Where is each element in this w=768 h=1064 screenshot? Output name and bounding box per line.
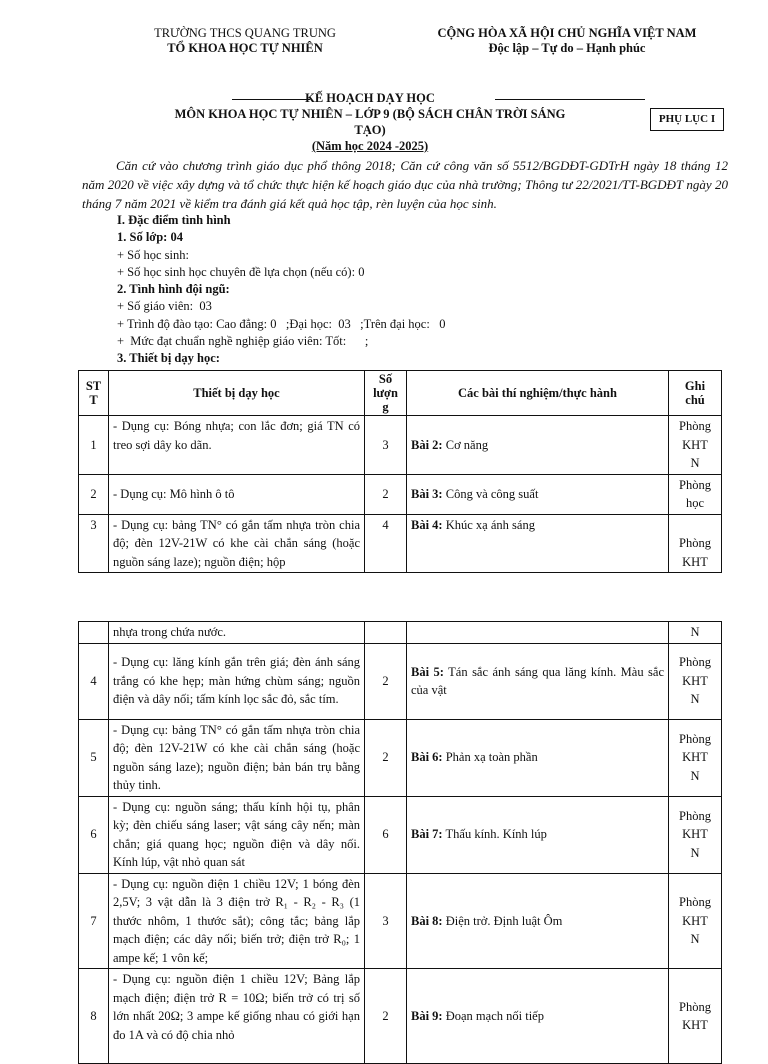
school-year: (Năm học 2024 -2025) bbox=[311, 139, 429, 153]
teacher-count: + Số giáo viên: 03 bbox=[117, 299, 212, 314]
school-header bbox=[130, 26, 360, 56]
header-stt: ST T bbox=[79, 371, 109, 416]
table-header-row bbox=[79, 371, 722, 416]
header-experiments: Các bài thí nghiệm/thực hành bbox=[407, 371, 669, 416]
row-equipment: - Dụng cụ: bảng TN° có gắn tấm nhựa tròn chia độ; đèn 12V-21W có khe cài chắn sáng (hoặc nguồn sáng laze); nguồn điện; hộp bbox=[109, 514, 365, 573]
row-equipment: - Dụng cụ: nguồn điện 1 chiều 12V; Bảng lắp mạch điện; điện trở R = 10Ω; biến trở có trị số lớn nhất 20Ω; 3 ampe kế giống nhau có giới hạn đo 1A và có độ chia nhỏ bbox=[109, 969, 365, 1064]
student-count: + Số học sinh: bbox=[117, 247, 189, 262]
row-lesson bbox=[407, 416, 669, 475]
lesson-label: Bài 8: bbox=[411, 913, 443, 928]
row-note: Phòng KHT N bbox=[669, 416, 722, 475]
training-level: + Trình độ đào tạo: Cao đẳng: 0 ;Đại học: 03 ;Trên đại học: 0 bbox=[117, 316, 446, 331]
table-row bbox=[79, 969, 722, 1064]
national-motto: Độc lập – Tự do – Hạnh phúc bbox=[488, 41, 646, 55]
table-row bbox=[79, 416, 722, 475]
row-lesson bbox=[407, 643, 669, 719]
row-lesson bbox=[407, 796, 669, 873]
row-quantity: 3 bbox=[365, 873, 407, 969]
title-line-2: MÔN KHOA HỌC TỰ NHIÊN – LỚP 9 (BỘ SÁCH CHÂN TRỜI SÁNG TẠO) bbox=[174, 107, 566, 137]
row-stt bbox=[79, 622, 109, 644]
row-note: N bbox=[669, 622, 722, 644]
lesson-title: Thấu kính. Kính lúp bbox=[442, 827, 547, 842]
row-quantity: 3 bbox=[365, 416, 407, 475]
class-count: 1. Số lớp: 04 bbox=[117, 230, 183, 245]
row-lesson bbox=[407, 969, 669, 1064]
lesson-label: Bài 6: bbox=[411, 750, 443, 765]
row-stt: 5 bbox=[79, 719, 109, 796]
row-stt: 2 bbox=[79, 474, 109, 514]
lesson-label: Bài 2: bbox=[411, 437, 443, 452]
lesson-title: Tán sắc ánh sáng qua lăng kính. Màu sắc của vật bbox=[411, 664, 664, 697]
equipment-heading: 3. Thiết bị dạy học: bbox=[117, 351, 220, 366]
row-equipment: - Dụng cụ: lăng kính gắn trên giá; đèn ánh sáng trắng có khe hẹp; màn hứng chùm sáng; nguồn điện và dây nối; tấm kính lọc sắc đỏ, sắc tím. bbox=[109, 643, 365, 719]
row-quantity: 4 bbox=[365, 514, 407, 573]
row-stt: 1 bbox=[79, 416, 109, 475]
row-quantity: 6 bbox=[365, 796, 407, 873]
row-equipment: - Dụng cụ: Mô hình ô tô bbox=[109, 474, 365, 514]
school-name: TRƯỜNG THCS QUANG TRUNG bbox=[154, 26, 336, 40]
header-quantity: Số lượn g bbox=[365, 371, 407, 416]
table-row bbox=[79, 873, 722, 969]
title-line-1: KẾ HOẠCH DẠY HỌC bbox=[305, 91, 435, 105]
row-equipment: nhựa trong chứa nước. bbox=[109, 622, 365, 644]
row-equipment: - Dụng cụ: Bóng nhựa; con lắc đơn; giá TN có treo sợi dây ko dãn. bbox=[109, 416, 365, 475]
row-lesson bbox=[407, 474, 669, 514]
national-header bbox=[412, 26, 722, 56]
intro-paragraph: Căn cứ vào chương trình giáo dục phổ thông 2018; Căn cứ công văn số 5512/BGDĐT-GDTrH ngày 18 tháng 12 năm 2020 về việc xây dựng và tổ chức thực hiện kế hoạch giáo dục của nhà trường; Thông tư 22/2021/TT-BGDĐT ngày 20 tháng 7 năm 2021 về kiểm tra đánh giá kết quả học tập, rèn luyện của học sinh. bbox=[82, 158, 728, 211]
lesson-label: Bài 9: bbox=[411, 1008, 443, 1023]
appendix-box: PHỤ LỤC I bbox=[650, 108, 724, 131]
table-row bbox=[79, 622, 722, 644]
table-row bbox=[79, 474, 722, 514]
row-quantity: 2 bbox=[365, 969, 407, 1064]
row-lesson bbox=[407, 719, 669, 796]
row-stt: 6 bbox=[79, 796, 109, 873]
lesson-label: Bài 3: bbox=[411, 486, 443, 501]
row-note: Phòng KHT N bbox=[669, 873, 722, 969]
row-stt: 4 bbox=[79, 643, 109, 719]
lesson-title: Điện trở. Định luật Ôm bbox=[442, 913, 563, 928]
row-note: Phòng KHT N bbox=[669, 643, 722, 719]
table-row bbox=[79, 796, 722, 873]
row-quantity: 2 bbox=[365, 474, 407, 514]
lesson-title: Khúc xạ ánh sáng bbox=[442, 517, 535, 532]
row-note: Phòng KHT N bbox=[669, 719, 722, 796]
lesson-title: Phản xạ toàn phần bbox=[442, 750, 538, 765]
row-lesson bbox=[407, 622, 669, 644]
professional-standard: + Mức đạt chuẩn nghề nghiệp giáo viên: Tốt: ; bbox=[117, 334, 369, 349]
row-equipment: - Dụng cụ: bảng TN° có gắn tấm nhựa tròn chia độ; đèn 12V-21W có khe cài chắn sáng (hoặc nguồn sáng laze); nguồn điện; bản bán trụ bằng thủy tinh. bbox=[109, 719, 365, 796]
table-row bbox=[79, 514, 722, 573]
header-note: Ghi chú bbox=[669, 371, 722, 416]
department-name: TỔ KHOA HỌC TỰ NHIÊN bbox=[167, 41, 323, 55]
row-stt: 3 bbox=[79, 514, 109, 573]
row-note: Phòng KHT N bbox=[669, 796, 722, 873]
elective-student-count: + Số học sinh học chuyên đề lựa chọn (nếu có): 0 bbox=[117, 264, 365, 279]
row-stt: 8 bbox=[79, 969, 109, 1064]
row-lesson bbox=[407, 514, 669, 573]
section-heading: I. Đặc điểm tình hình bbox=[117, 213, 231, 227]
row-equipment: - Dụng cụ: nguồn điện 1 chiều 12V; 1 bóng đèn 2,5V; 3 vật dẫn là 3 điện trở R₁ - R₂ - R₃ (1 thước nhôm, 1 thước sắt); công tắc; bảng lắp mạch điện; các dây nối; biến trở; điện trở R₀; 1 ampe kế; 1 vôn kế; bbox=[109, 873, 365, 969]
row-quantity bbox=[365, 622, 407, 644]
staff-heading: 2. Tình hình đội ngũ: bbox=[117, 282, 230, 297]
row-quantity: 2 bbox=[365, 719, 407, 796]
lesson-title: Đoạn mạch nối tiếp bbox=[442, 1008, 544, 1023]
lesson-title: Cơ năng bbox=[442, 437, 489, 452]
lesson-label: Bài 5: bbox=[411, 664, 444, 679]
row-note: Phòng KHT bbox=[669, 514, 722, 573]
plan-title bbox=[160, 90, 580, 154]
lesson-label: Bài 7: bbox=[411, 827, 443, 842]
row-stt: 7 bbox=[79, 873, 109, 969]
lesson-label: Bài 4: bbox=[411, 517, 443, 532]
lesson-title: Công và công suất bbox=[442, 486, 539, 501]
row-note: Phòng KHT bbox=[669, 969, 722, 1064]
table-row bbox=[79, 719, 722, 796]
title-line-3 bbox=[160, 138, 580, 154]
row-note: Phòng học bbox=[669, 474, 722, 514]
row-equipment: - Dụng cụ: nguồn sáng; thấu kính hội tụ, phân kỳ; đèn chiếu sáng laser; vật sáng cây nến; màn chắn; giá quang học; nguồn điện và dây nối. Kính lúp, vật nhỏ quan sát bbox=[109, 796, 365, 873]
equipment-table-part2 bbox=[78, 621, 722, 1064]
republic-title: CỘNG HÒA XÃ HỘI CHỦ NGHĨA VIỆT NAM bbox=[437, 26, 697, 40]
row-quantity: 2 bbox=[365, 643, 407, 719]
header-equipment: Thiết bị dạy học bbox=[109, 371, 365, 416]
row-lesson bbox=[407, 873, 669, 969]
situation-section bbox=[117, 212, 717, 368]
equipment-table-part1 bbox=[78, 370, 722, 573]
table-row bbox=[79, 643, 722, 719]
